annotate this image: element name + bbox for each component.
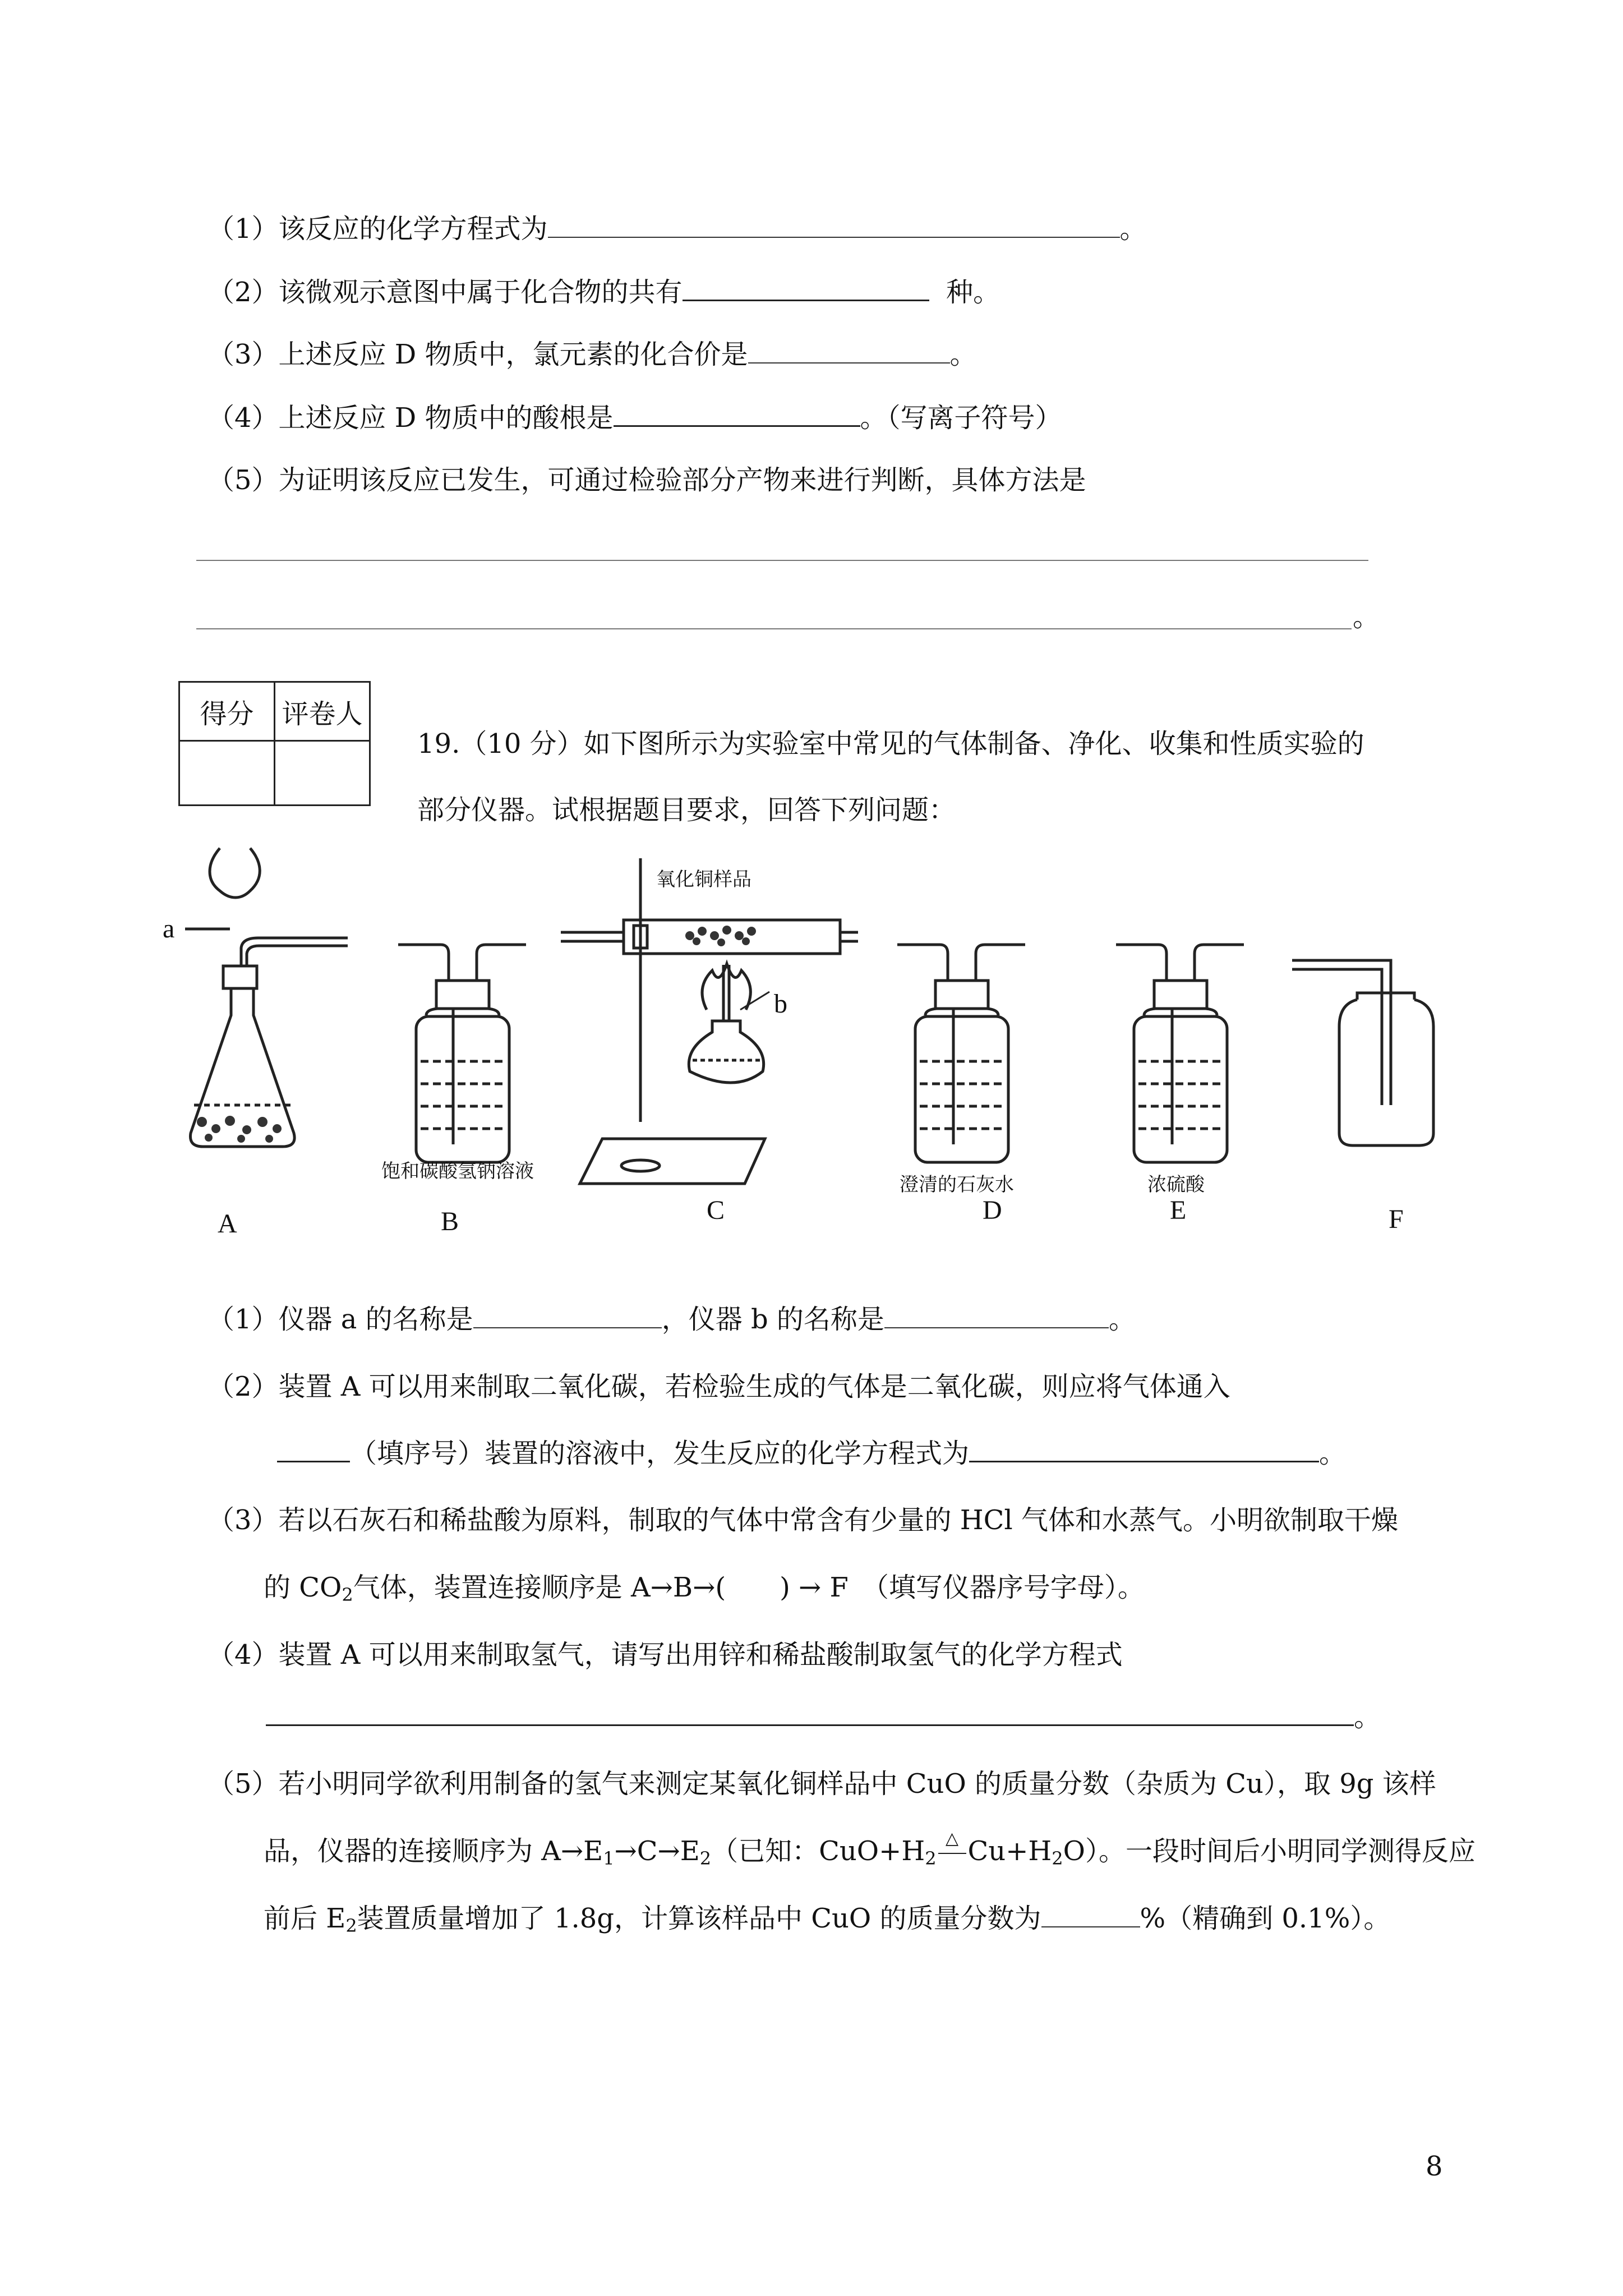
sub-q1: （1）仪器 a 的名称是 ，仪器 b 的名称是 。 <box>208 1304 1136 1335</box>
score-table <box>178 681 371 806</box>
prev-q5: （5）为证明该反应已发生，可通过检验部分产物来进行判断，具体方法是 <box>208 464 1086 496</box>
sub-q5-line2: 品，仪器的连接顺序为 $A\to E_1\to C\to E_2$（已知：$CuO+H_2$ △ $Cu+H_2O$）。一段时间后小明同学测得反应 <box>264 1834 1476 1875</box>
caption-c: C <box>707 1195 725 1225</box>
prev-q1: （1）该反应的化学方程式为 。 <box>208 213 1147 245</box>
label-reagent-d: 澄清的石灰水 <box>900 1174 1014 1196</box>
label-a: a <box>163 914 175 944</box>
apparatus-f <box>1292 960 1433 1145</box>
sub-q4: （4）装置 A 可以用来制取氢气，请写出用锌和稀盐酸制取氢气的化学方程式 <box>208 1639 1123 1671</box>
answer-line[interactable] <box>196 560 1368 561</box>
sub-q3-line2: 的 $CO_2$气体，装置连接顺序是 A→B→( ) → F （填写仪器序号字母）。 <box>264 1572 1145 1605</box>
apparatus-a <box>185 848 348 1147</box>
sub-q2: （2）装置 A 可以用来制取二氧化碳，若检验生成的气体是二氧化碳，则应将气体通入 <box>208 1371 1230 1402</box>
answer-blank[interactable] <box>548 212 1120 238</box>
q19-intro: 19.（10 分）如下图所示为实验室中常见的气体制备、净化、收集和性质实验的 <box>417 728 1364 760</box>
page-number: 8 <box>1426 2151 1443 2182</box>
answer-blank[interactable] <box>1041 1902 1140 1927</box>
answer-blank[interactable] <box>614 401 860 427</box>
answer-blank[interactable] <box>969 1436 1319 1462</box>
label-b: b <box>774 989 787 1019</box>
caption-b: B <box>441 1207 459 1236</box>
answer-line[interactable] <box>196 628 1352 629</box>
heat-symbol: △ <box>946 1829 959 1848</box>
caption-f: F <box>1389 1204 1404 1234</box>
answer-blank[interactable] <box>748 338 950 364</box>
apparatus-d <box>897 945 1025 1162</box>
label-reagent-b: 饱和碳酸氢钠溶液 <box>381 1160 534 1182</box>
apparatus-b <box>398 945 526 1162</box>
sub-q4-line2: 。 <box>266 1700 1381 1734</box>
score-header: 得分 <box>179 682 275 741</box>
grader-header: 评卷人 <box>275 682 370 741</box>
prev-q2: （2）该微观示意图中属于化合物的共有 种。 <box>208 275 1000 309</box>
grader-cell[interactable] <box>275 741 370 806</box>
apparatus-c <box>561 858 858 1184</box>
score-cell[interactable] <box>179 741 275 806</box>
label-cuo-sample: 氧化铜样品 <box>656 868 751 891</box>
prev-q3: （3）上述反应 D 物质中，氯元素的化合价是 。 <box>208 339 977 370</box>
label-reagent-e: 浓硫酸 <box>1147 1174 1205 1196</box>
caption-e: E <box>1170 1195 1187 1225</box>
answer-blank[interactable] <box>277 1436 350 1462</box>
sub-q2-line2: （填序号）装置的溶液中，发生反应的化学方程式为 。 <box>277 1436 1346 1470</box>
sub-q5-line3: 前后 $E_2$装置质量增加了 1.8g，计算该样品中 CuO 的质量分数为 %（精确到 0.1%）。 <box>264 1903 1391 1936</box>
answer-blank[interactable] <box>884 1303 1109 1328</box>
q19-intro-2: 部分仪器。试根据题目要求，回答下列问题： <box>417 794 956 826</box>
apparatus-e <box>1116 945 1244 1162</box>
period: 。 <box>1353 601 1380 633</box>
answer-blank[interactable] <box>683 275 929 301</box>
answer-blank[interactable] <box>473 1303 662 1328</box>
sub-q5: （5）若小明同学欲利用制备的氢气来测定某氧化铜样品中 CuO 的质量分数（杂质为 Cu），取 9g 该样 <box>208 1768 1436 1800</box>
apparatus-figure <box>0 841 1623 1245</box>
sub-q3: （3）若以石灰石和稀盐酸为原料，制取的气体中常含有少量的 HCl 气体和水蒸气。小明欲制取干燥 <box>208 1504 1398 1536</box>
prev-q4: （4）上述反应 D 物质中的酸根是 。（写离子符号） <box>208 401 1062 435</box>
caption-a: A <box>218 1209 237 1239</box>
caption-d: D <box>983 1195 1002 1225</box>
answer-blank[interactable] <box>266 1700 1354 1726</box>
